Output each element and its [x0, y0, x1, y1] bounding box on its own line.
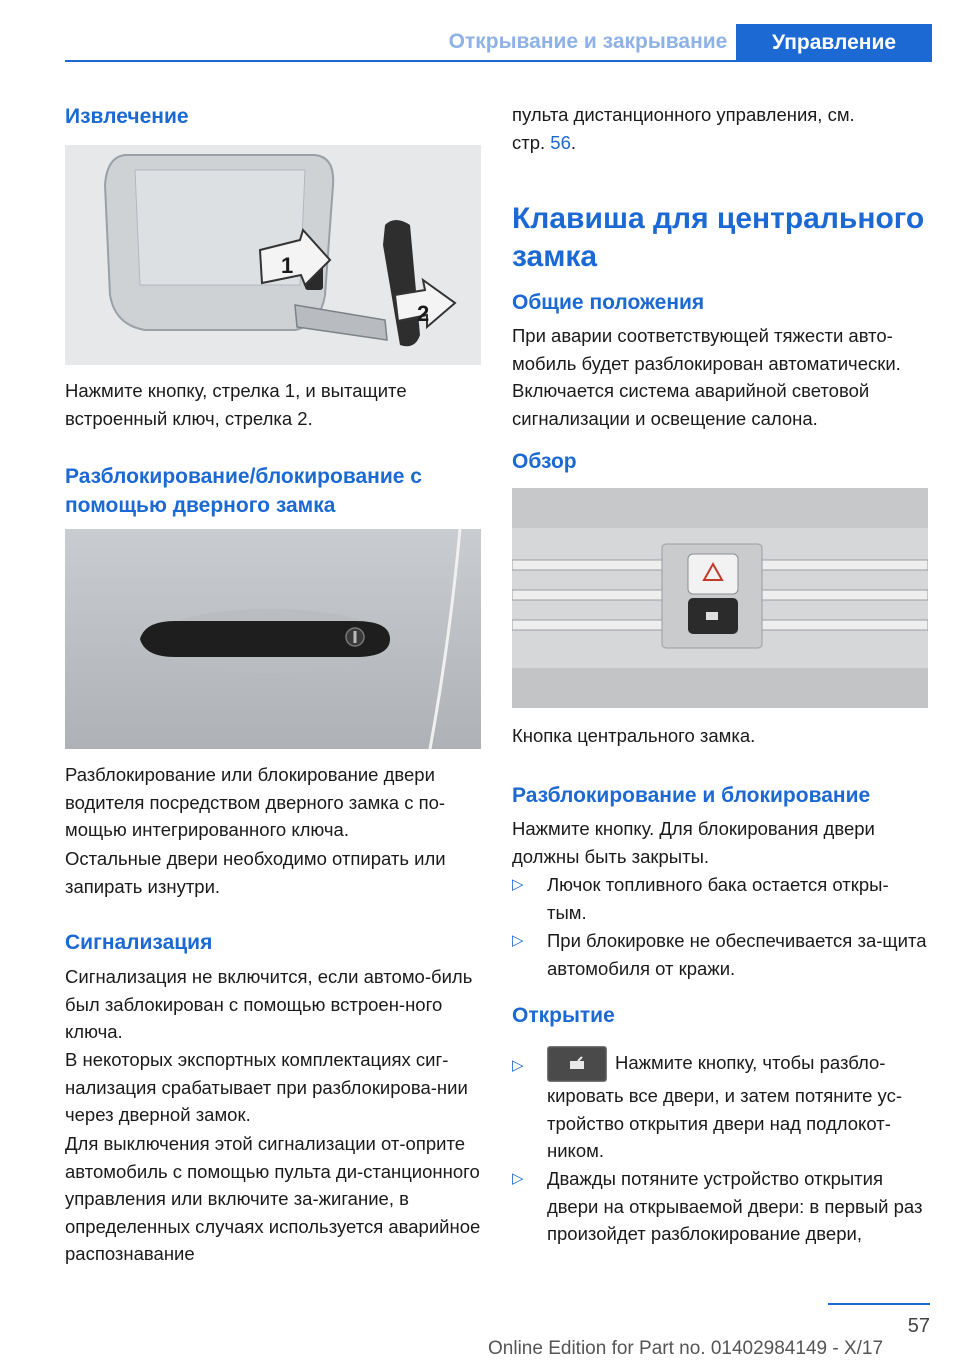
- paragraph-unlock-door-1: Разблокирование или блокирование двери водителя посредством дверного замка с по‐мощью интегрированного ключа.: [65, 764, 446, 840]
- bullet-triangle-icon: ▷: [512, 1170, 524, 1187]
- bullet-text-pull-twice: Дважды потяните устройство открытия двери на открываемой двери: в первый раз произойдет разблокирование двери,: [547, 1168, 923, 1244]
- door-handle-illustration: [65, 529, 481, 749]
- heading-alarm: Сигнализация: [65, 931, 213, 954]
- heading-lock-unlock: Разблокирование и блокирование: [512, 784, 871, 807]
- figure-door-handle: [65, 529, 481, 749]
- heading-extract: Извлечение: [65, 105, 189, 128]
- continuation-page-prefix: стр.: [512, 131, 546, 153]
- page-number: 57: [907, 1315, 930, 1337]
- paragraph-overview-caption: Кнопка центрального замка.: [512, 725, 756, 746]
- header-chapter-tab: Управление: [736, 24, 932, 62]
- header-rule: [65, 60, 930, 62]
- continuation-period: .: [570, 131, 577, 153]
- paragraph-alarm-3: Для выключения этой сигнализации от‐оприте автомобиль с помощью пульта ди‐станционного управления или включите за‐жигание, в определенных случаях используется аварийное распознавание: [65, 1133, 481, 1264]
- paragraph-unlock-door-2: Остальные двери необходимо отпирать или запирать изнутри.: [65, 848, 446, 897]
- bullet-text-fuel-flap: Лючок топливного бака остается откры‐тым.: [547, 874, 889, 923]
- heading-opening: Открытие: [512, 1004, 615, 1027]
- arrow-label-2: 2: [417, 301, 430, 326]
- bullet-open-content: [547, 1046, 928, 1165]
- paragraph-continuation: [512, 101, 928, 156]
- bullet-text-open-all-doors: Нажмите кнопку, чтобы разбло‐кировать все двери, и затем потяните ус‐тройство открытия двери над подлокот‐ником.: [547, 1051, 903, 1161]
- figure-key-fob: [65, 145, 481, 365]
- heading-general: Общие положения: [512, 291, 705, 314]
- key-fob-illustration: [65, 145, 481, 365]
- paragraph-lock-unlock: Нажмите кнопку. Для блокирования двери должны быть закрыты.: [512, 818, 875, 867]
- heading-overview: Обзор: [512, 450, 577, 473]
- page-reference-link[interactable]: 56: [550, 131, 571, 153]
- bullet-triangle-icon: ▷: [512, 932, 524, 949]
- console-illustration: [512, 488, 928, 708]
- paragraph-extract: Нажмите кнопку, стрелка 1, и вытащите встроенный ключ, стрелка 2.: [65, 380, 407, 429]
- paragraph-general: При аварии соответствующей тяжести авто‐мобиль будет разблокирован автоматически. Включается система аварийной световой сигнализации и освещение салона.: [512, 325, 901, 429]
- figure-central-lock-console: [512, 488, 928, 708]
- central-lock-button-icon: [547, 1046, 607, 1082]
- paragraph-alarm-2: В некоторых экспортных комплектациях сиг‐нализация срабатывает при разблокирова‐нии через дверной замок.: [65, 1049, 468, 1125]
- paragraph-alarm-1: Сигнализация не включится, если автомо‐биль был заблокирован с помощью встроен‐ного ключа.: [65, 966, 473, 1042]
- heading-unlock-door-lock: Разблокирование/блокирование с помощью дверного замка: [65, 465, 422, 517]
- bullet-triangle-icon: ▷: [512, 1057, 524, 1074]
- footer-edition: Online Edition for Part no. 01402984149 - X/17: [488, 1338, 884, 1359]
- arrow-label-1: 1: [281, 253, 294, 278]
- header-section-tab: Открывание и закрывание: [440, 24, 736, 60]
- bullet-triangle-icon: ▷: [512, 876, 524, 893]
- continuation-line-1: пульта дистанционного управления, см.: [512, 104, 855, 125]
- bullet-text-theft-protection: При блокировке не обеспечивается за‐щита автомобиля от кражи.: [547, 930, 927, 979]
- footer-rule: [828, 1303, 930, 1305]
- heading-central-lock-button: Клавиша для центрального замка: [512, 202, 925, 273]
